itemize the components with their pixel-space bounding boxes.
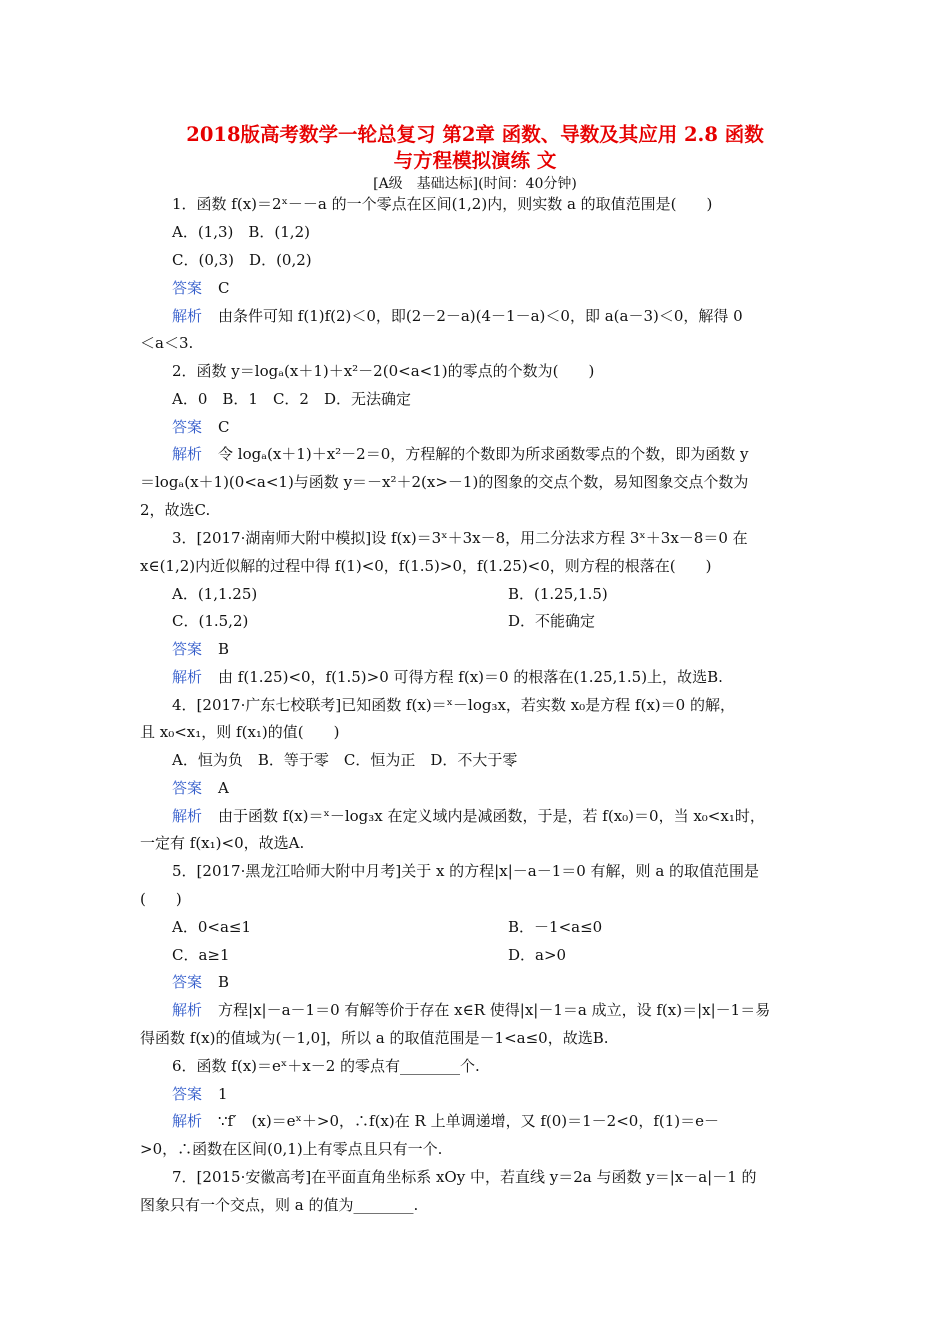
- q1-stem: 1．函数 f(x)＝2ˣ－－a 的一个零点在区间(1,2)内，则实数 a 的取值范围是( ): [172, 195, 713, 213]
- section-subtitle: [A级 基础达标](时间：40分钟): [373, 176, 577, 192]
- q4-analysis-line-1: 由于函数 f(x)＝ˣ－log₃x 在定义域内是减函数，于是，若 f(x₀)＝0，当 x₀<x₁时，: [218, 807, 765, 825]
- q4-answer: [172, 778, 229, 798]
- answer-label: 答案: [172, 779, 203, 797]
- q5-option-b: B．－1<a≤0: [508, 918, 603, 936]
- q6-analysis-line-2: >0，∴函数在区间(0,1)上有零点且只有一个.: [140, 1140, 443, 1158]
- q5-stem-line-1: 5．[2017·黑龙江哈师大附中月考]关于 x 的方程|x|－a－1＝0 有解，则 a 的取值范围是: [172, 862, 760, 880]
- analysis-label: 解析: [172, 807, 203, 825]
- q5-analysis-line-1: 方程|x|－a－1＝0 有解等价于存在 x∈R 使得|x|－1＝a 成立，设 f(x)＝|x|－1＝易: [218, 1001, 771, 1019]
- q5-analysis: [172, 1000, 770, 1020]
- q2-options: A．0 B．1 C．2 D．无法确定: [172, 390, 411, 408]
- answer-label: 答案: [172, 279, 203, 297]
- q2-answer-value: C: [218, 418, 230, 436]
- q2-analysis-line-1: 令 logₐ(x＋1)＋x²－2＝0，方程解的个数即为所求函数零点的个数，即为函数 y: [218, 445, 749, 463]
- q3-analysis: [172, 667, 723, 687]
- q6-analysis-line-1: ∵f′ (x)＝eˣ＋>0，∴f(x)在 R 上单调递增，又 f(0)＝1－2<0，f(1)＝e－: [218, 1112, 720, 1130]
- q6-stem: 6．函数 f(x)＝eˣ＋x－2 的零点有________个.: [172, 1057, 480, 1075]
- q5-option-a: A．0<a≤1: [172, 918, 251, 936]
- q4-analysis: [172, 806, 765, 826]
- q7-stem-line-2: 图象只有一个交点，则 a 的值为________.: [140, 1196, 419, 1214]
- q3-stem-line-1: 3．[2017·湖南师大附中模拟]设 f(x)＝3ˣ＋3x－8，用二分法求方程 3ˣ＋3x－8＝0 在: [172, 529, 748, 547]
- q1-analysis-line-2: ＜a＜3.: [140, 334, 194, 352]
- q2-stem: 2．函数 y＝logₐ(x＋1)＋x²－2(0<a<1)的零点的个数为( ): [172, 362, 595, 380]
- q2-analysis-line-2: ＝logₐ(x＋1)(0<a<1)与函数 y＝－x²＋2(x>－1)的图象的交点个数，易知图象交点个数为: [140, 473, 749, 491]
- q3-option-d: D．不能确定: [508, 612, 596, 630]
- q5-answer-value: B: [218, 973, 230, 991]
- q6-analysis: [172, 1111, 719, 1131]
- q5-option-c: C．a≥1: [172, 946, 230, 964]
- q4-stem-line-2: 且 x₀<x₁，则 f(x₁)的值( ): [140, 723, 340, 741]
- q7-stem-line-1: 7．[2015·安徽高考]在平面直角坐标系 xOy 中，若直线 y＝2a 与函数 y＝|x－a|－1 的: [172, 1168, 757, 1186]
- q5-analysis-line-2: 得函数 f(x)的值域为(－1,0]，所以 a 的取值范围是－1<a≤0，故选B.: [140, 1029, 609, 1047]
- q2-analysis-line-3: 2，故选C.: [140, 501, 211, 519]
- q2-answer: [172, 417, 230, 437]
- q2-analysis: [172, 444, 749, 464]
- q5-stem-line-2: ( ): [140, 890, 182, 908]
- q4-options: A．恒为负 B．等于零 C．恒为正 D．不大于零: [172, 751, 518, 769]
- analysis-label: 解析: [172, 307, 203, 325]
- analysis-label: 解析: [172, 445, 203, 463]
- q1-analysis: [172, 306, 743, 326]
- q5-answer: [172, 972, 229, 992]
- q4-answer-value: A: [218, 779, 229, 797]
- answer-label: 答案: [172, 640, 203, 658]
- q3-option-b: B．(1.25,1.5): [508, 585, 608, 603]
- q1-answer: [172, 278, 230, 298]
- q3-answer-value: B: [218, 640, 230, 658]
- answer-label: 答案: [172, 973, 203, 991]
- q3-option-c: C．(1.5,2): [172, 612, 249, 630]
- analysis-label: 解析: [172, 1001, 203, 1019]
- q1-options-ab: A．(1,3) B．(1,2): [172, 223, 310, 241]
- q1-options-cd: C．(0,3) D．(0,2): [172, 251, 312, 269]
- q3-stem-line-2: x∈(1,2)内近似解的过程中得 f(1)<0，f(1.5)>0，f(1.25)<0，则方程的根落在( ): [140, 557, 712, 575]
- analysis-label: 解析: [172, 1112, 203, 1130]
- q3-option-a: A．(1,1.25): [172, 585, 258, 603]
- answer-label: 答案: [172, 1085, 203, 1103]
- q4-analysis-line-2: 一定有 f(x₁)<0，故选A.: [140, 834, 305, 852]
- document-title-line-1: 2018版高考数学一轮总复习 第2章 函数、导数及其应用 2.8 函数: [186, 123, 764, 146]
- q3-answer: [172, 639, 229, 659]
- document-title-line-2: 与方程模拟演练 文: [393, 149, 557, 172]
- q1-analysis-line-1: 由条件可知 f(1)f(2)＜0，即(2－2－a)(4－1－a)＜0，即 a(a－3)＜0，解得 0: [218, 307, 743, 325]
- q4-stem-line-1: 4．[2017·广东七校联考]已知函数 f(x)＝ˣ－log₃x，若实数 x₀是方程 f(x)＝0 的解，: [172, 696, 735, 714]
- q1-answer-value: C: [218, 279, 230, 297]
- q5-option-d: D．a>0: [508, 946, 567, 964]
- q6-answer: [172, 1084, 228, 1104]
- q6-answer-value: 1: [218, 1085, 228, 1103]
- answer-label: 答案: [172, 418, 203, 436]
- q3-analysis-line-1: 由 f(1.25)<0，f(1.5)>0 可得方程 f(x)＝0 的根落在(1.25,1.5)上，故选B.: [218, 668, 723, 686]
- analysis-label: 解析: [172, 668, 203, 686]
